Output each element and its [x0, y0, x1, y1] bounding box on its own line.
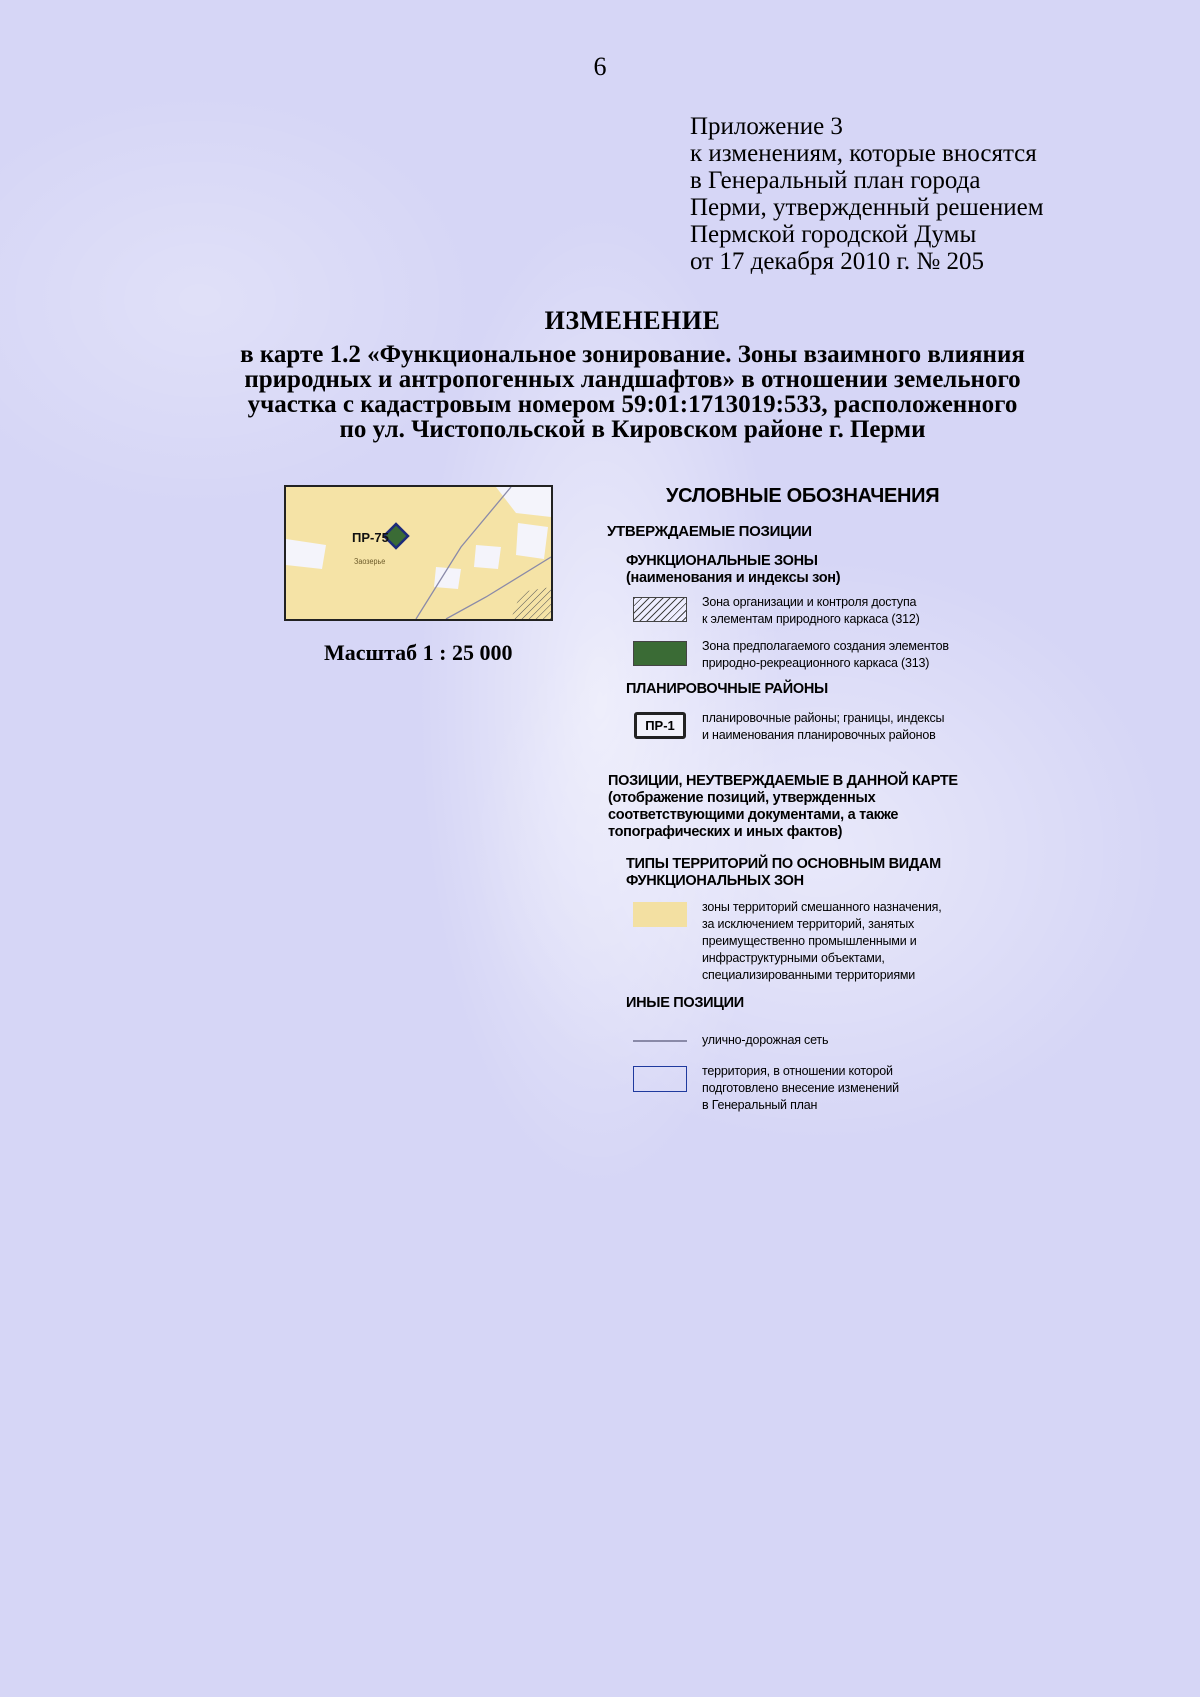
legend-text-line: преимущественно промышленными и — [702, 934, 917, 948]
legend-text-line: специализированными территориями — [702, 968, 916, 982]
legend-title: УСЛОВНЫЕ ОБОЗНАЧЕНИЯ — [666, 485, 940, 507]
white-patch — [474, 545, 501, 569]
legend-text-line: природно-рекреационного каркаса (313) — [702, 656, 930, 670]
mixed-zone-text — [702, 899, 942, 984]
zone-312-swatch — [633, 597, 687, 622]
legend-text-line: Зона предполагаемого создания элементов — [702, 639, 949, 653]
zone-313-text — [702, 638, 949, 672]
legend-text-line: подготовлено внесение изменений — [702, 1081, 899, 1095]
map-fragment — [284, 485, 553, 621]
legend-text-line: зоны территорий смешанного назначения, — [702, 900, 942, 914]
territory-types-heading — [626, 856, 941, 890]
document-title: ИЗМЕНЕНИЕ — [544, 306, 721, 335]
functional-zones-heading — [626, 553, 840, 587]
appendix-line: от 17 декабря 2010 г. № 205 — [690, 248, 985, 275]
map-drawing — [286, 487, 551, 619]
legend-text-line: территория, в отношении которой — [702, 1064, 893, 1078]
planning-district-text — [702, 710, 944, 744]
appendix-line: в Генеральный план города — [690, 167, 981, 194]
road-text: улично-дорожная сеть — [702, 1033, 829, 1047]
appendix-line: к изменениям, которые вносятся — [690, 140, 1037, 167]
zone-313-swatch — [633, 641, 687, 666]
subtitle-line: по ул. Чистопольской в Кировском районе г. Перми — [339, 416, 926, 443]
appendix-line: Перми, утвержденный решением — [690, 194, 1044, 221]
heading-line: ТИПЫ ТЕРРИТОРИЙ ПО ОСНОВНЫМ ВИДАМ — [626, 856, 941, 872]
legend-text-line: Зона организации и контроля доступа — [702, 595, 917, 609]
heading-line: ФУНКЦИОНАЛЬНЫХ ЗОН — [626, 873, 804, 889]
map-district-label: ПР-75 — [352, 530, 389, 545]
white-patch — [434, 567, 461, 589]
legend-text-line: за исключением территорий, занятых — [702, 917, 915, 931]
page-number: 6 — [593, 52, 607, 81]
map-place-label: Заозерье — [354, 557, 386, 566]
heading-line: ПОЗИЦИИ, НЕУТВЕРЖДАЕМЫЕ В ДАННОЙ КАРТЕ — [608, 773, 958, 789]
not-approved-heading — [608, 773, 958, 841]
appendix-line: Пермской городской Думы — [690, 221, 977, 248]
legend-text-line: к элементам природного каркаса (312) — [702, 612, 920, 626]
legend-text-line: инфраструктурными объектами, — [702, 951, 885, 965]
planning-districts-heading: ПЛАНИРОВОЧНЫЕ РАЙОНЫ — [626, 681, 828, 697]
legend-text-line: в Генеральный план — [702, 1098, 818, 1112]
subtitle-line: в карте 1.2 «Функциональное зонирование. Зоны взаимного влияния — [240, 341, 1025, 368]
other-heading: ИНЫЕ ПОЗИЦИИ — [626, 995, 744, 1011]
heading-line: (наименования и индексы зон) — [626, 570, 841, 586]
approved-heading: УТВЕРЖДАЕМЫЕ ПОЗИЦИИ — [607, 523, 812, 540]
planning-district-sample: ПР-1 — [634, 712, 686, 739]
map-scale: Масштаб 1 : 25 000 — [324, 640, 513, 665]
road-swatch — [633, 1040, 687, 1042]
heading-line: топографических и иных фактов) — [608, 824, 843, 840]
heading-line: (отображение позиций, утвержденных — [608, 790, 876, 806]
legend-text-line: и наименования планировочных районов — [702, 728, 936, 742]
white-patch — [516, 523, 548, 559]
subtitle-line: участка с кадастровым номером 59:01:1713019:533, расположенного — [247, 391, 1018, 418]
change-area-text — [702, 1063, 899, 1114]
subtitle-line: природных и антропогенных ландшафтов» в отношении земельного — [244, 366, 1021, 393]
appendix-note — [690, 113, 1150, 275]
zone-312-text — [702, 594, 920, 628]
heading-line: соответствующими документами, а также — [608, 807, 899, 823]
appendix-line: Приложение 3 — [690, 113, 843, 140]
mixed-zone-swatch — [633, 902, 687, 927]
heading-line: ФУНКЦИОНАЛЬНЫЕ ЗОНЫ — [626, 553, 818, 569]
document-subtitle — [150, 342, 1115, 442]
change-area-swatch — [633, 1066, 687, 1092]
legend-text-line: планировочные районы; границы, индексы — [702, 711, 945, 725]
